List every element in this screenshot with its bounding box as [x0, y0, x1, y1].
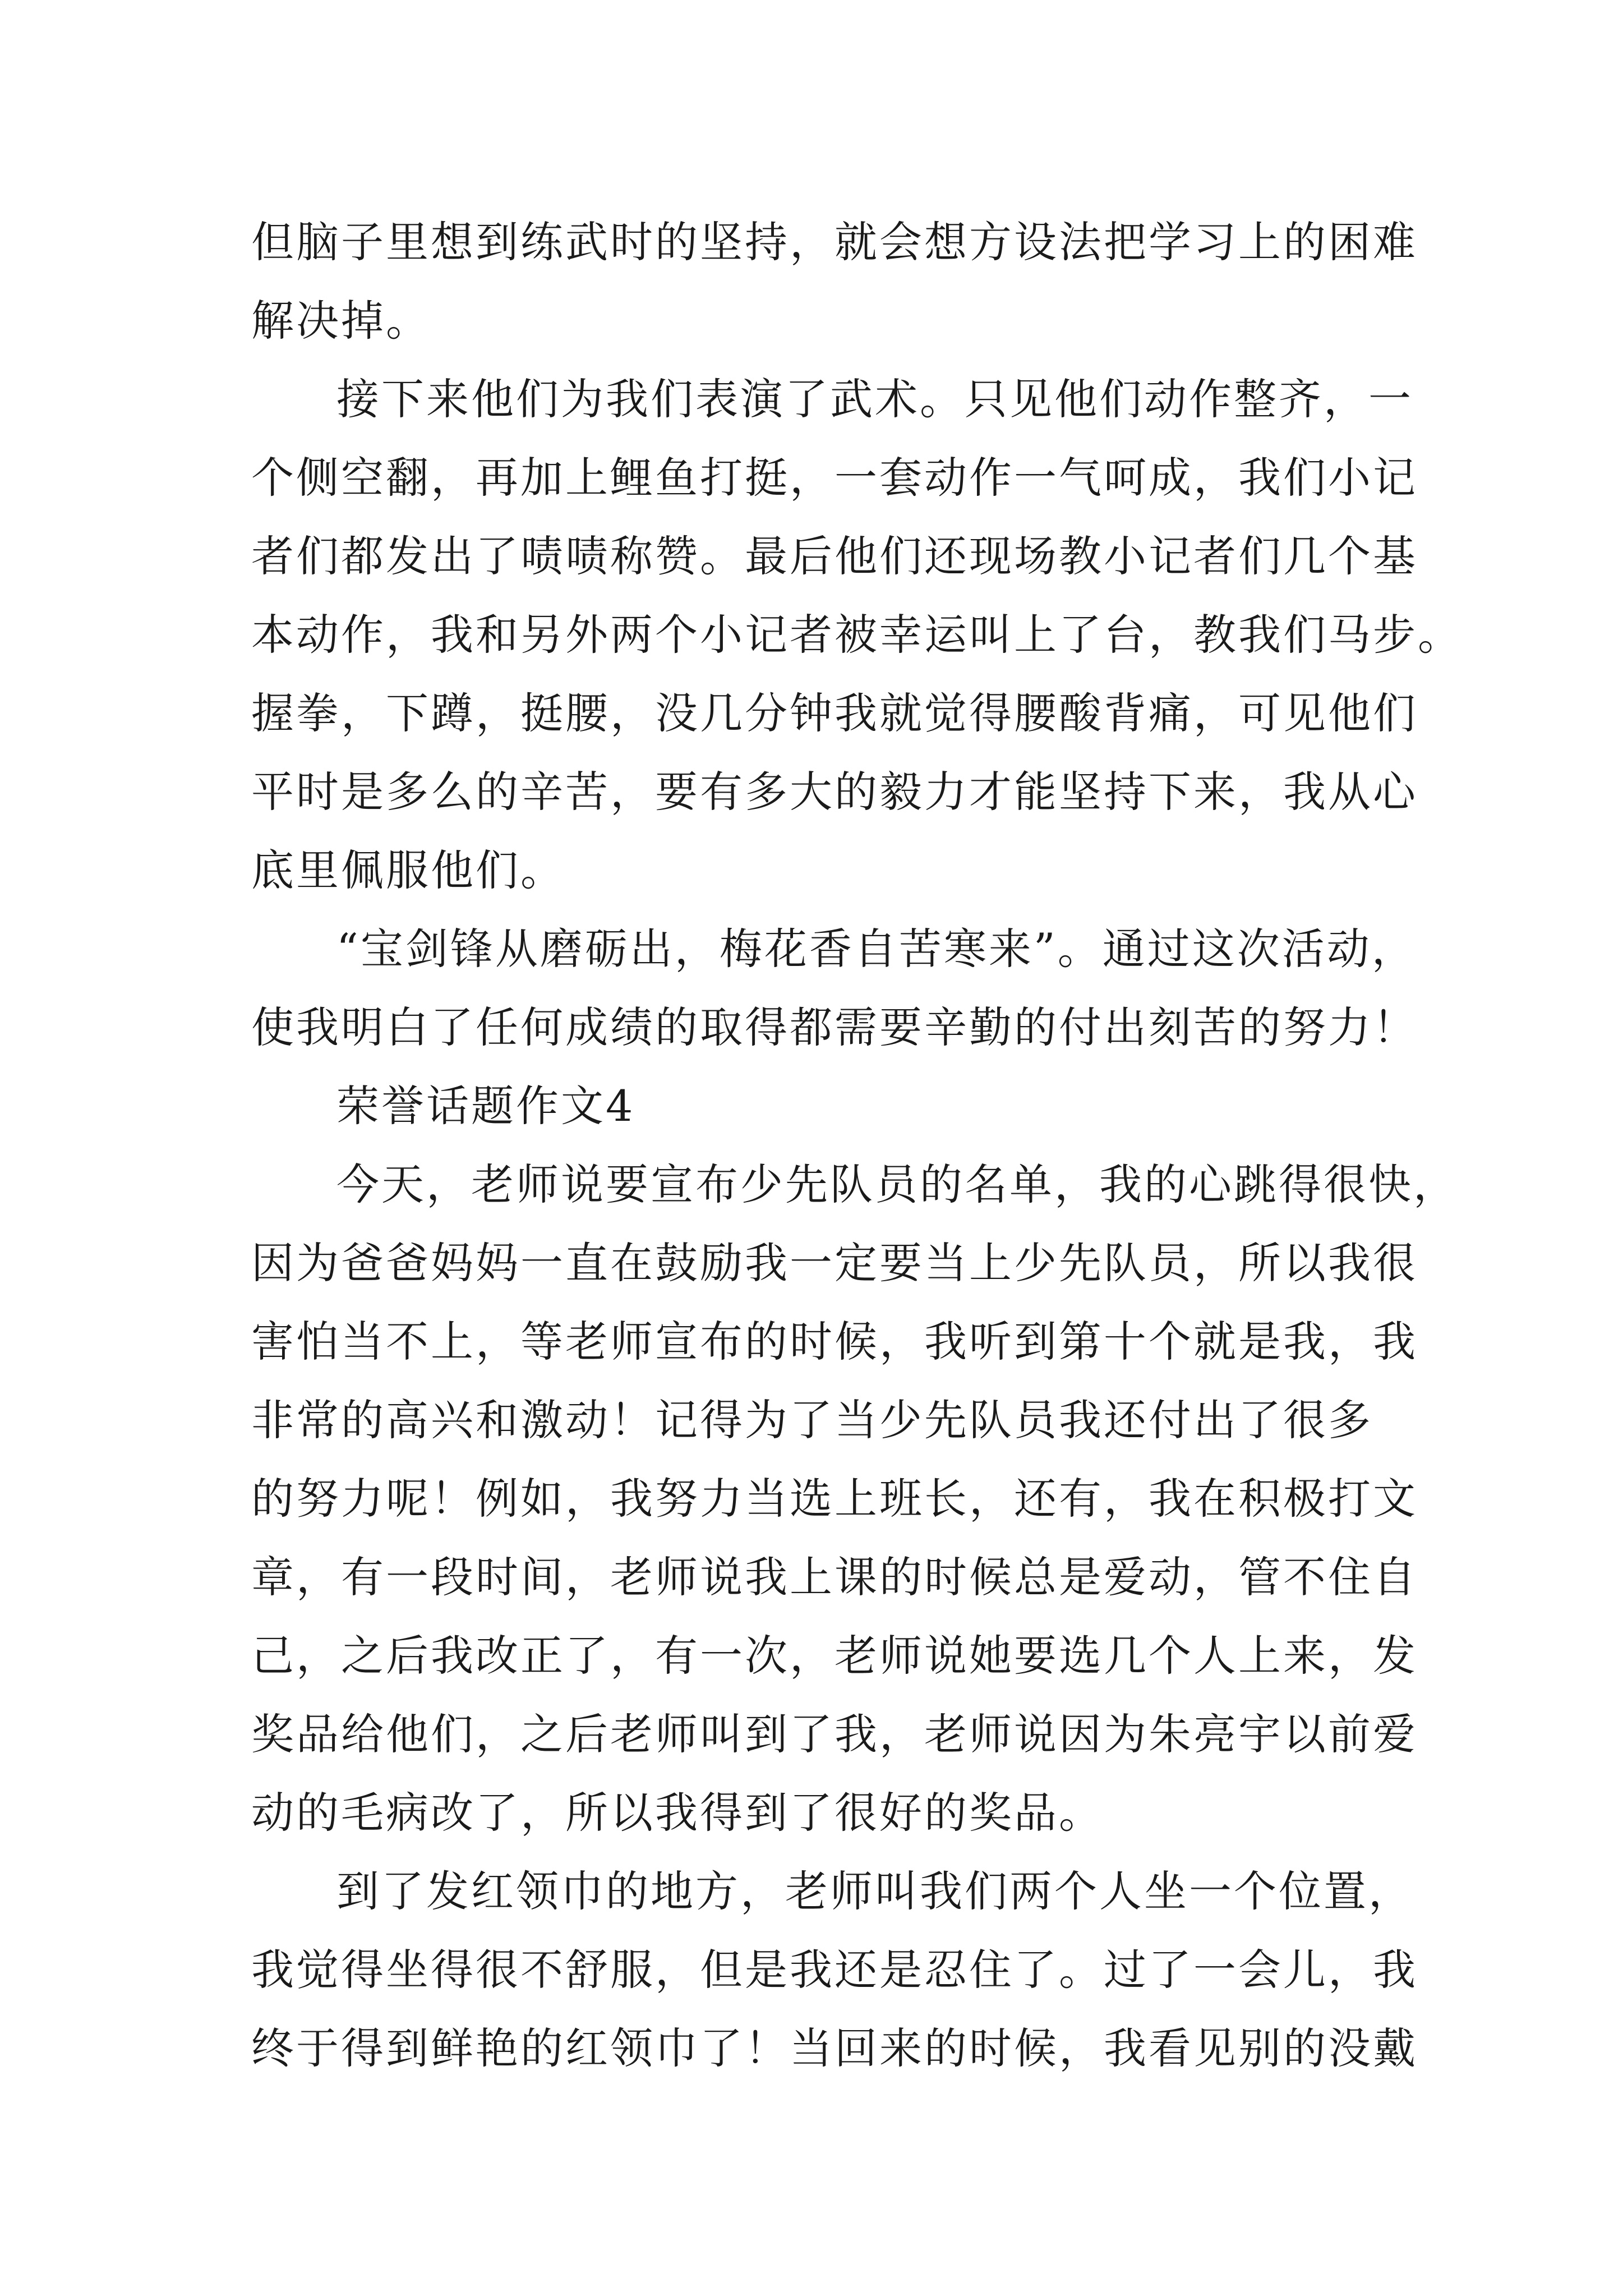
paragraph-start-line: 接下来他们为我们表演了武术。只见他们动作整齐，一 — [336, 374, 1413, 424]
paragraph-start-line: 到了发红领巾的地方，老师叫我们两个人坐一个位置， — [336, 1866, 1413, 1916]
text-line: 非常的高兴和激动！记得为了当少先队员我还付出了很多 — [251, 1395, 1373, 1445]
text-line: 解决掉。 — [251, 296, 431, 346]
paragraph-start-line: 今天，老师说要宣布少先队员的名单，我的心跳得很快， — [336, 1159, 1458, 1209]
paragraph-start-line: “宝剑锋从磨砺出，梅花香自苦寒来”。通过这次活动， — [336, 924, 1417, 974]
text-line: 个侧空翻，再加上鲤鱼打挺，一套动作一气呵成，我们小记 — [251, 453, 1418, 503]
body-text — [251, 203, 1463, 2088]
text-line: 的努力呢！例如，我努力当选上班长，还有，我在积极打文 — [251, 1474, 1418, 1524]
text-line: 者们都发出了啧啧称赞。最后他们还现场教小记者们几个基 — [251, 531, 1418, 581]
text-line: 己，之后我改正了，有一次，老师说她要选几个人上来，发 — [251, 1631, 1418, 1681]
text-line: 使我明白了任何成绩的取得都需要辛勤的付出刻苦的努力！ — [251, 1002, 1418, 1052]
text-line: 本动作，我和另外两个小记者被幸运叫上了台，教我们马步。 — [251, 610, 1463, 660]
text-line: 握拳，下蹲，挺腰，没几分钟我就觉得腰酸背痛，可见他们 — [251, 688, 1418, 738]
text-line: 但脑子里想到练武时的坚持，就会想方设法把学习上的困难 — [251, 217, 1418, 267]
text-line: 底里佩服他们。 — [251, 845, 565, 895]
text-line: 章，有一段时间，老师说我上课的时候总是爱动，管不住自 — [251, 1552, 1418, 1602]
text-line: 奖品给他们，之后老师叫到了我，老师说因为朱亮宇以前爱 — [251, 1709, 1418, 1759]
text-line: 我觉得坐得很不舒服，但是我还是忍住了。过了一会儿，我 — [251, 1945, 1418, 1995]
text-line: 害怕当不上，等老师宣布的时候，我听到第十个就是我，我 — [251, 1317, 1418, 1366]
text-line: 平时是多么的辛苦，要有多大的毅力才能坚持下来，我从心 — [251, 767, 1418, 817]
text-line: 动的毛病改了，所以我得到了很好的奖品。 — [251, 1788, 1104, 1838]
text-line: 因为爸爸妈妈一直在鼓励我一定要当上少先队员，所以我很 — [251, 1238, 1418, 1288]
section-heading: 荣誉话题作文4 — [336, 1081, 635, 1131]
text-line: 终于得到鲜艳的红领巾了！当回来的时候，我看见别的没戴 — [251, 2023, 1418, 2073]
